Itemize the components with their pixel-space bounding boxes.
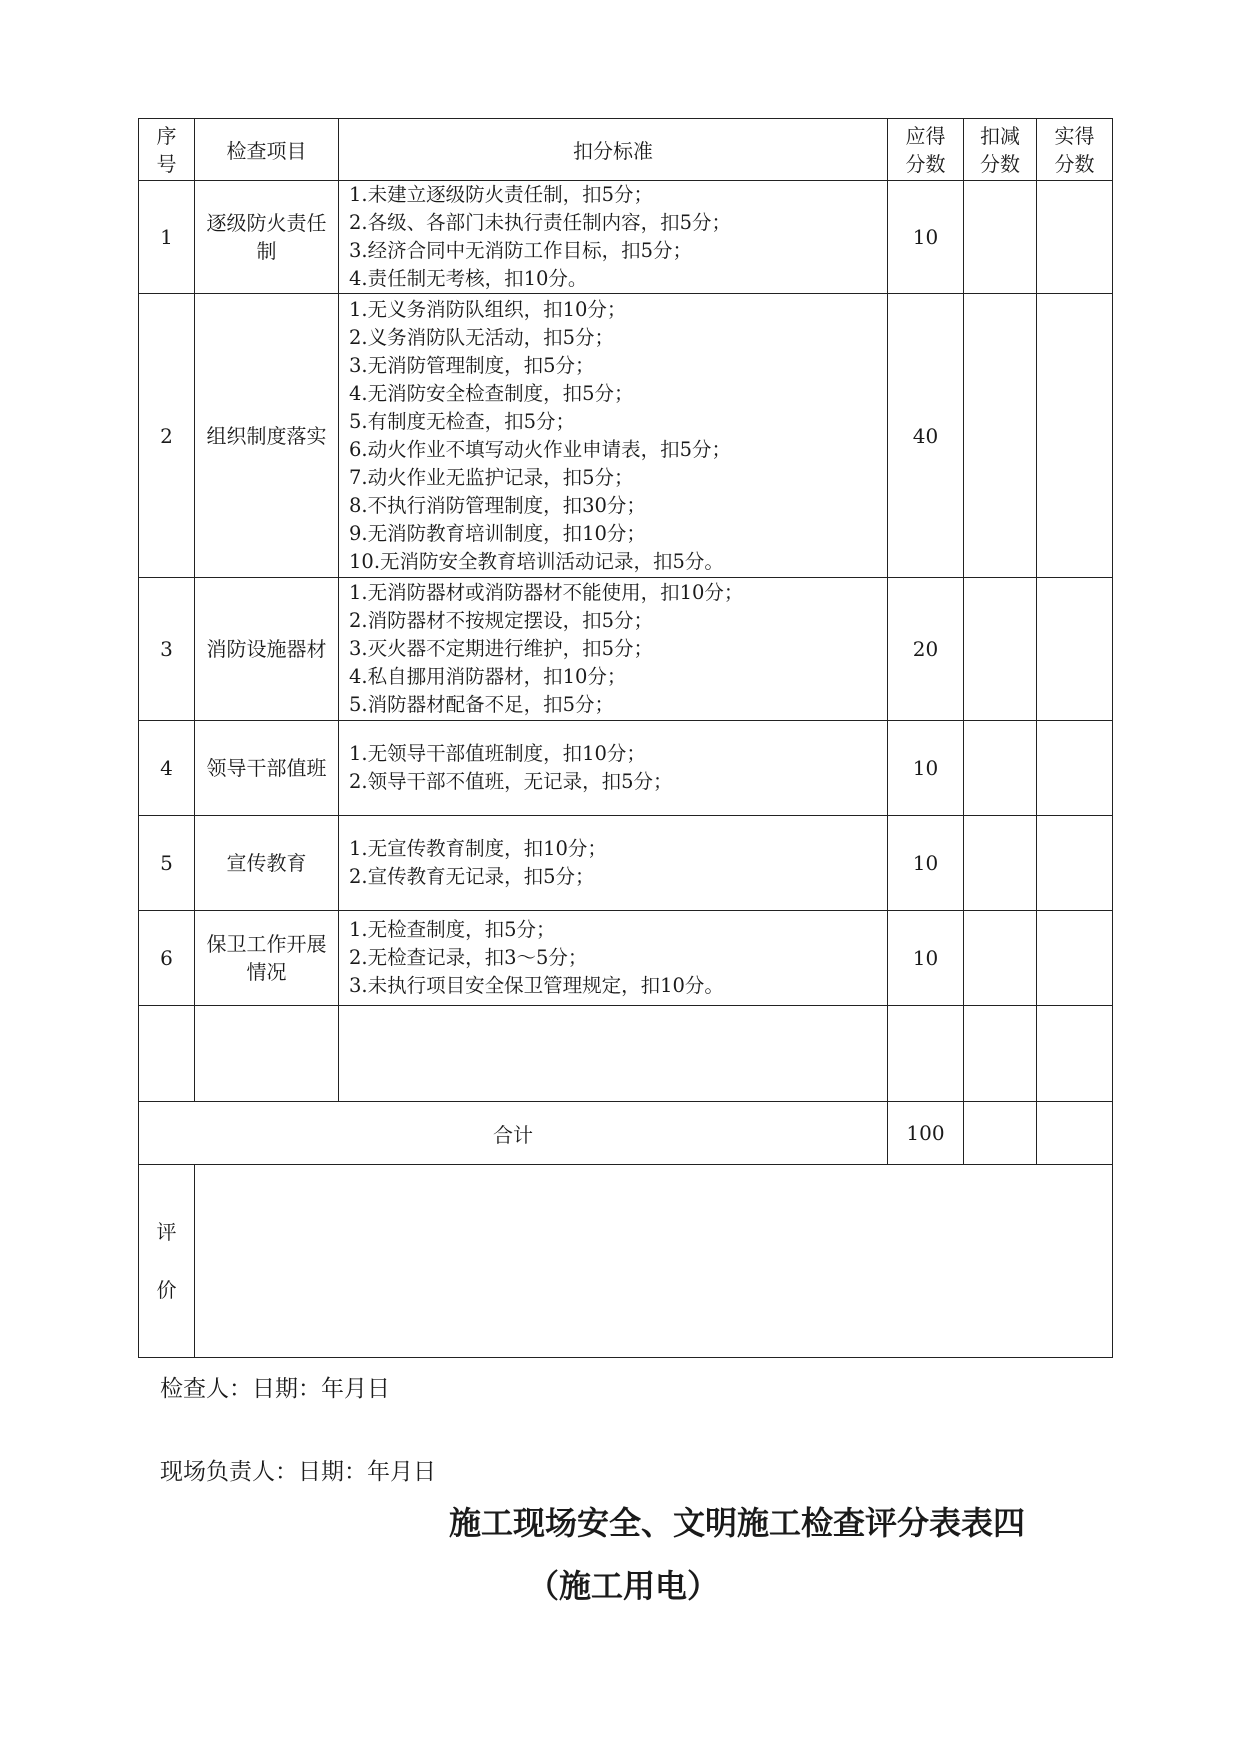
table-row [139, 181, 1113, 294]
row-due: 40 [888, 294, 964, 578]
next-section-subtitle: （施工用电） [527, 1567, 720, 1605]
row-deduct-cell[interactable] [964, 181, 1037, 294]
row-criteria [339, 816, 888, 911]
criteria-line: 10.无消防安全教育培训活动记录，扣5分。 [349, 549, 724, 573]
empty-cell[interactable] [888, 1006, 964, 1102]
row-criteria [339, 181, 888, 294]
criteria-line: 5.有制度无检查，扣5分； [349, 409, 576, 433]
row-criteria [339, 578, 888, 721]
row-criteria [339, 721, 888, 816]
criteria-line: 1.无消防器材或消防器材不能使用，扣10分； [349, 581, 744, 604]
empty-cell[interactable] [195, 1006, 339, 1102]
criteria-line: 3.无消防管理制度，扣5分； [349, 353, 595, 377]
row-seq: 5 [139, 816, 195, 911]
criteria-line: 1.无领导干部值班制度，扣10分； [349, 742, 646, 765]
total-deduct-cell[interactable] [964, 1102, 1037, 1165]
empty-cell[interactable] [139, 1006, 195, 1102]
inspector-line: 检查人：日期：年月日 [160, 1376, 390, 1402]
criteria-line: 4.私自挪用消防器材，扣10分； [349, 665, 627, 688]
criteria-line: 1.无宣传教育制度，扣10分； [349, 837, 607, 860]
header-seq: 序号 [139, 119, 195, 181]
row-due: 20 [888, 578, 964, 721]
row-item: 消防设施器材 [195, 578, 339, 721]
criteria-line: 7.动火作业无监护记录，扣5分； [349, 465, 634, 489]
criteria-line: 8.不执行消防管理制度，扣30分； [349, 493, 646, 517]
header-deduct: 扣减分数 [964, 119, 1037, 181]
header-due: 应得分数 [888, 119, 964, 181]
row-seq: 2 [139, 294, 195, 578]
total-row [139, 1102, 1113, 1165]
criteria-line: 6.动火作业不填写动火作业申请表，扣5分； [349, 437, 732, 461]
row-actual-cell[interactable] [1037, 181, 1113, 294]
row-actual-cell[interactable] [1037, 721, 1113, 816]
row-due: 10 [888, 911, 964, 1006]
row-deduct-cell[interactable] [964, 721, 1037, 816]
row-actual-cell[interactable] [1037, 578, 1113, 721]
criteria-line: 3.灭火器不定期进行维护，扣5分； [349, 637, 654, 660]
site-manager-line: 现场负责人：日期：年月日 [160, 1459, 436, 1485]
row-item: 保卫工作开展情况 [195, 911, 339, 1006]
row-criteria [339, 911, 888, 1006]
criteria-line: 4.责任制无考核，扣10分。 [349, 267, 588, 290]
criteria-line: 3.未执行项目安全保卫管理规定，扣10分。 [349, 974, 724, 997]
criteria-line: 2.领导干部不值班，无记录，扣5分； [349, 770, 673, 793]
criteria-line: 1.未建立逐级防火责任制，扣5分； [349, 183, 654, 206]
row-seq: 1 [139, 181, 195, 294]
score-table [138, 118, 1113, 1358]
row-seq: 3 [139, 578, 195, 721]
table-row [139, 911, 1113, 1006]
criteria-line: 4.无消防安全检查制度，扣5分； [349, 381, 634, 405]
row-item: 宣传教育 [195, 816, 339, 911]
criteria-line: 2.宣传教育无记录，扣5分； [349, 865, 595, 888]
row-deduct-cell[interactable] [964, 816, 1037, 911]
criteria-line: 2.无检查记录，扣3～5分； [349, 946, 588, 969]
evaluation-row [139, 1165, 1113, 1358]
header-actual: 实得分数 [1037, 119, 1113, 181]
table-row [139, 816, 1113, 911]
row-actual-cell[interactable] [1037, 816, 1113, 911]
criteria-line: 1.无检查制度，扣5分； [349, 918, 556, 941]
empty-cell[interactable] [964, 1006, 1037, 1102]
row-item: 组织制度落实 [195, 294, 339, 578]
table-row [139, 294, 1113, 578]
empty-cell[interactable] [339, 1006, 888, 1102]
total-label: 合计 [139, 1102, 888, 1165]
row-actual-cell[interactable] [1037, 294, 1113, 578]
table-row [139, 578, 1113, 721]
evaluation-field[interactable] [195, 1165, 1113, 1358]
criteria-line: 2.各级、各部门未执行责任制内容，扣5分； [349, 211, 732, 234]
row-deduct-cell[interactable] [964, 578, 1037, 721]
row-due: 10 [888, 816, 964, 911]
criteria-line: 9.无消防教育培训制度，扣10分； [349, 521, 646, 545]
row-seq: 4 [139, 721, 195, 816]
row-criteria [339, 294, 888, 578]
header-item: 检查项目 [195, 119, 339, 181]
empty-cell[interactable] [1037, 1006, 1113, 1102]
row-seq: 6 [139, 911, 195, 1006]
criteria-line: 2.义务消防队无活动，扣5分； [349, 325, 615, 349]
header-criteria: 扣分标准 [339, 119, 888, 181]
criteria-line: 1.无义务消防队组织，扣10分； [349, 297, 627, 321]
criteria-line: 2.消防器材不按规定摆设，扣5分； [349, 609, 654, 632]
row-deduct-cell[interactable] [964, 294, 1037, 578]
criteria-line: 5.消防器材配备不足，扣5分； [349, 693, 615, 716]
table-row [139, 721, 1113, 816]
total-actual-cell[interactable] [1037, 1102, 1113, 1165]
empty-row [139, 1006, 1113, 1102]
row-item: 领导干部值班 [195, 721, 339, 816]
criteria-line: 3.经济合同中无消防工作目标，扣5分； [349, 239, 693, 262]
row-actual-cell[interactable] [1037, 911, 1113, 1006]
row-deduct-cell[interactable] [964, 911, 1037, 1006]
header-row [139, 119, 1113, 181]
next-section-title: 施工现场安全、文明施工检查评分表表四 [449, 1504, 1026, 1542]
evaluation-label: 评 价 [139, 1165, 195, 1358]
row-item: 逐级防火责任制 [195, 181, 339, 294]
total-due: 100 [888, 1102, 964, 1165]
row-due: 10 [888, 721, 964, 816]
row-due: 10 [888, 181, 964, 294]
